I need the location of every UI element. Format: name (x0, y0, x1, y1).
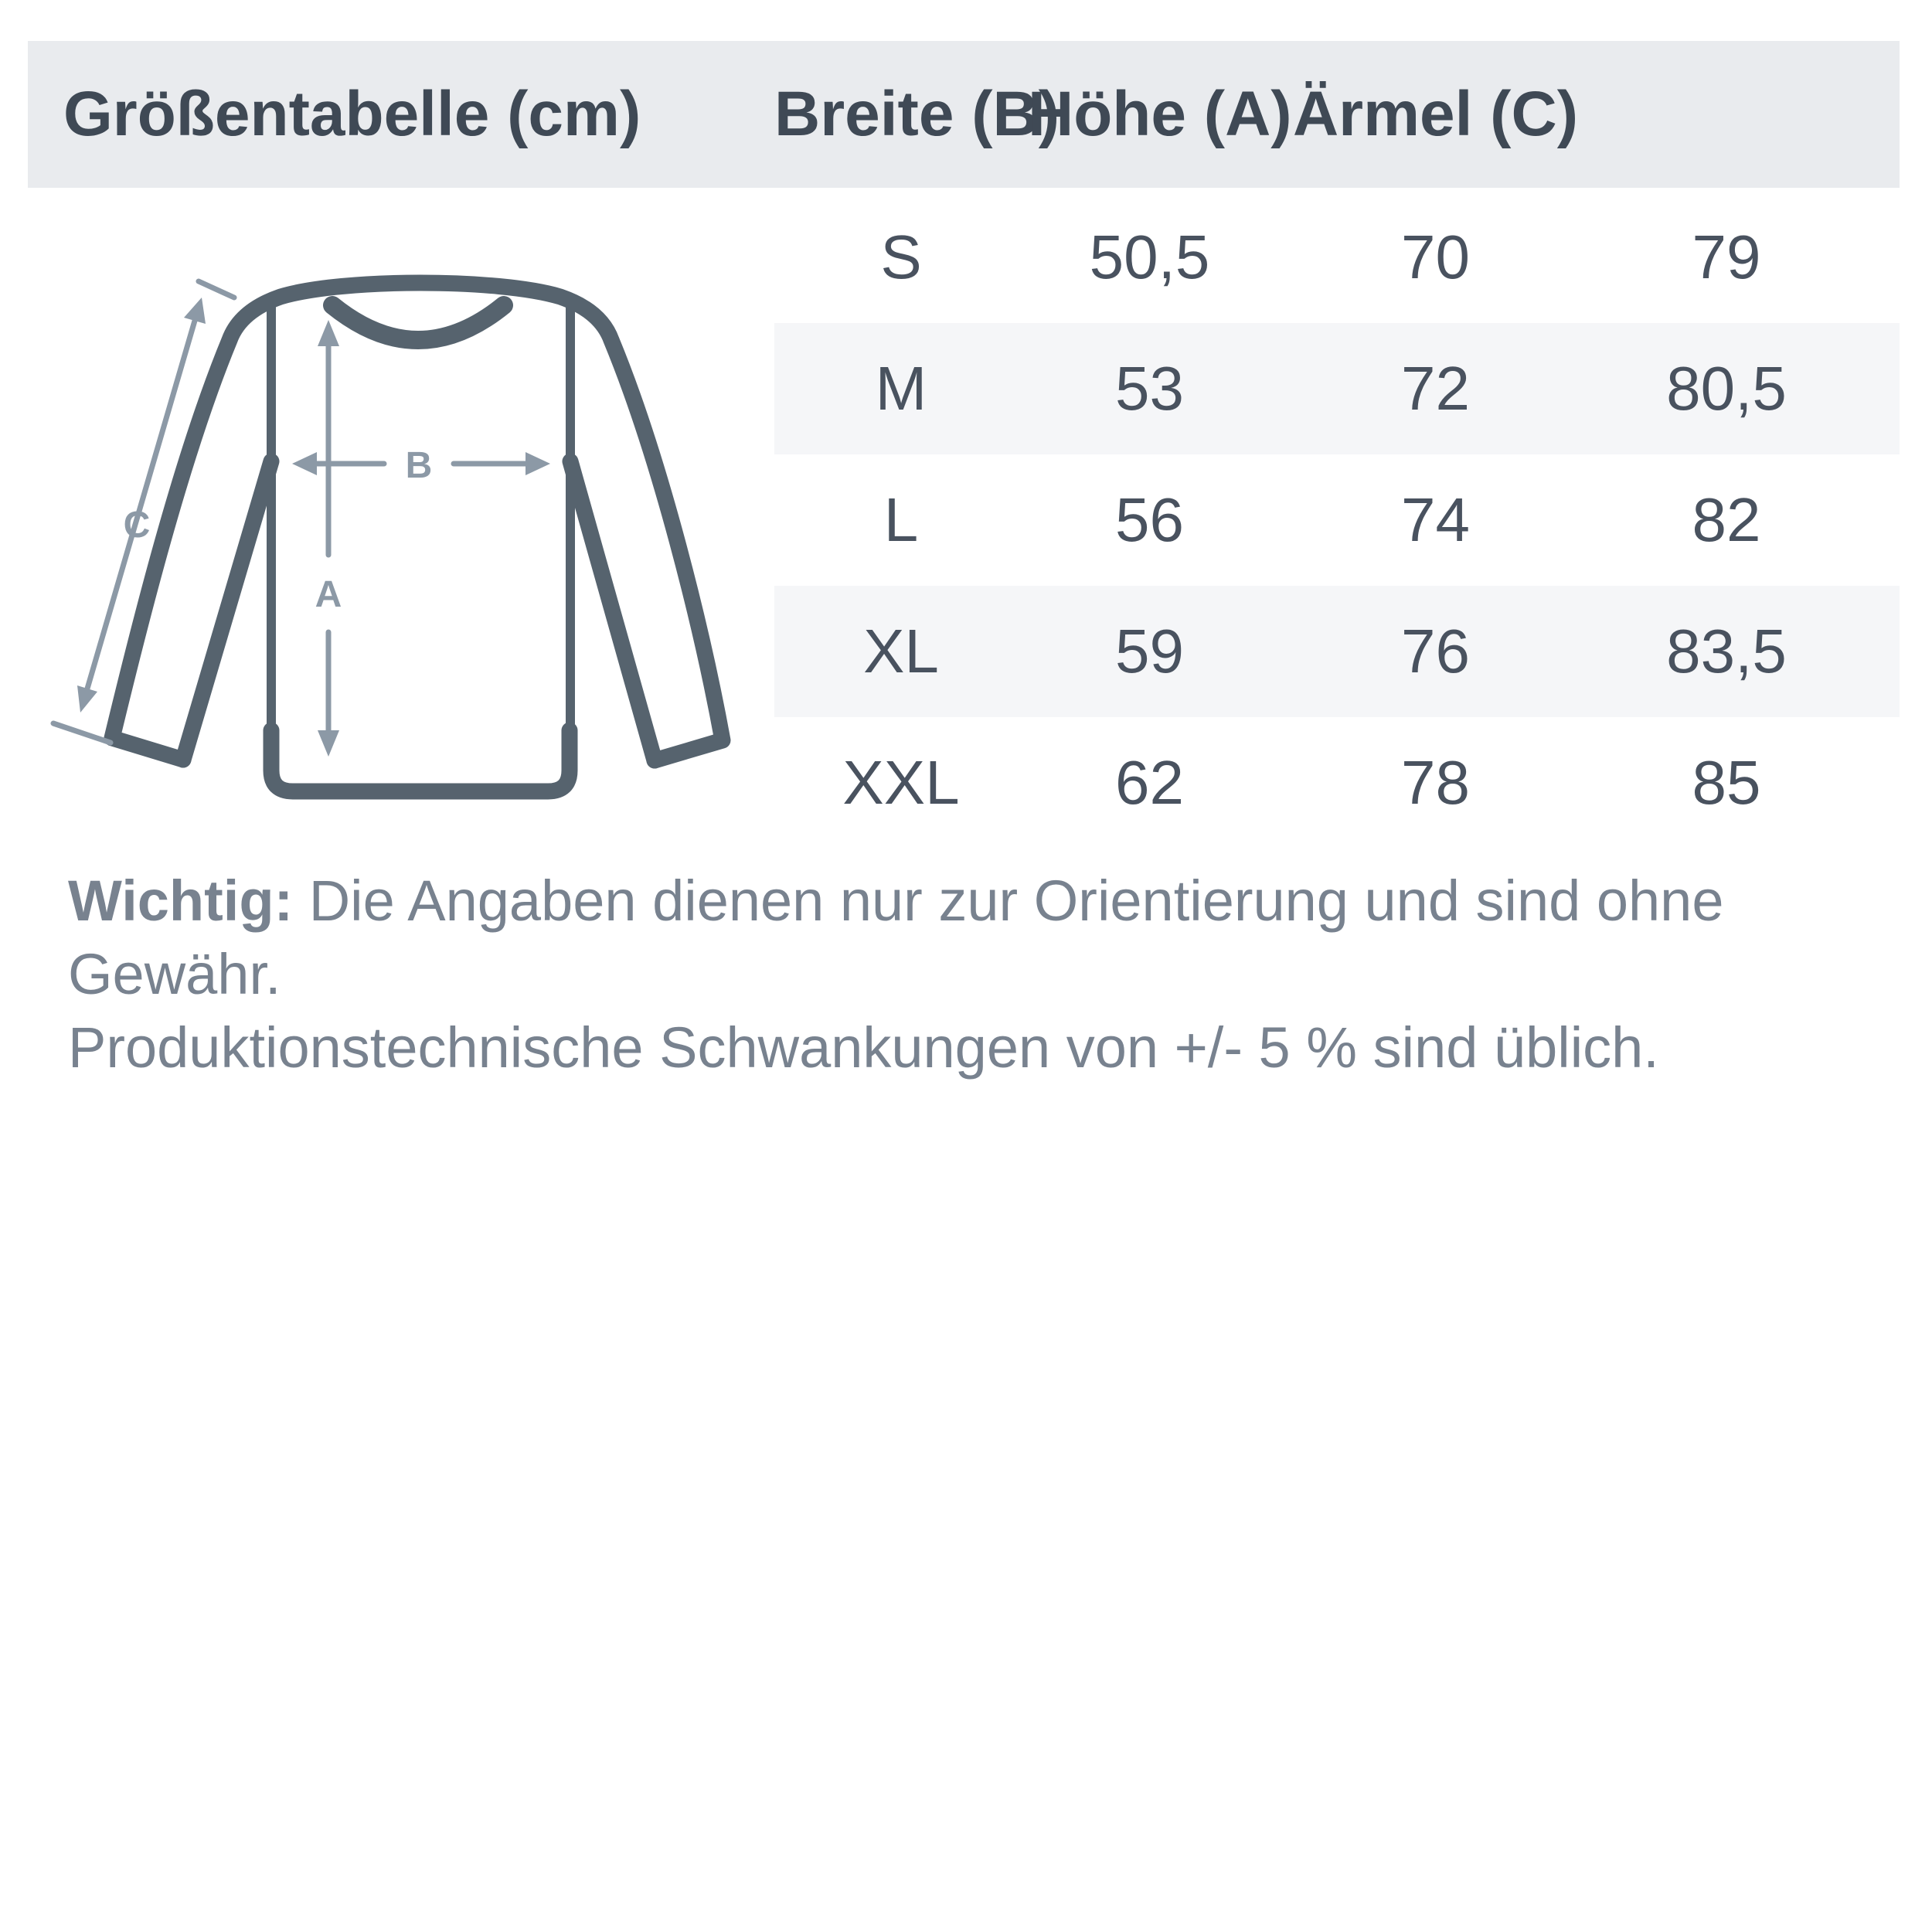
value-cell-aermel: 85 (1692, 748, 1761, 817)
dimension-tick-c-top (199, 281, 234, 298)
dimension-label-b: B (405, 445, 433, 486)
value-cell-breite: 62 (1115, 748, 1184, 817)
value-cell-hoehe: 78 (1401, 748, 1470, 817)
value-cell-hoehe: 74 (1401, 485, 1470, 554)
column-header: Breite (B) (774, 79, 1060, 149)
arrowhead-b-left (292, 452, 317, 475)
shirt-measurement-diagram (35, 224, 784, 831)
disclaimer-line-2 (68, 1011, 1892, 1084)
sleeve-inner-seam-left (183, 461, 271, 760)
table-row (774, 192, 1900, 323)
disclaimer-text-1: Die Angaben dienen nur zur Orientierung und sind ohne Gewähr. (68, 869, 1724, 1006)
arrowhead-c-bottom (77, 685, 97, 713)
arrowhead-c-top (184, 298, 206, 324)
size-cell: XXL (842, 748, 960, 817)
table-row (774, 586, 1900, 717)
dimension-label-a: A (315, 574, 342, 615)
value-cell-breite: 53 (1115, 354, 1184, 423)
arrowhead-a-bottom (318, 730, 339, 757)
value-cell-aermel: 83,5 (1666, 617, 1787, 685)
column-header: Höhe (A) (1028, 79, 1292, 149)
table-row (774, 454, 1900, 586)
sleeve-inner-seam-right (570, 461, 655, 760)
size-cell: XL (863, 617, 939, 685)
dimension-tick-c-bottom (53, 723, 111, 743)
disclaimer-label: Wichtig: (68, 869, 294, 933)
disclaimer-note (68, 864, 1892, 1084)
value-cell-hoehe: 76 (1401, 617, 1470, 685)
table-row (774, 323, 1900, 454)
dimension-label-c: C (123, 505, 151, 546)
shirt-collar (332, 305, 504, 340)
value-cell-hoehe: 70 (1401, 223, 1470, 291)
arrowhead-a-top (318, 320, 339, 346)
size-cell: S (880, 223, 922, 291)
disclaimer-line-1 (68, 864, 1892, 1011)
value-cell-hoehe: 72 (1401, 354, 1470, 423)
value-cell-breite: 56 (1115, 485, 1184, 554)
page-title: Größentabelle (cm) (63, 79, 641, 149)
value-cell-aermel: 82 (1692, 485, 1761, 554)
table-row (774, 717, 1900, 849)
value-cell-aermel: 80,5 (1666, 354, 1787, 423)
arrowhead-b-right (526, 452, 550, 475)
size-cell: M (875, 354, 927, 423)
size-chart-header (28, 41, 1900, 188)
value-cell-breite: 50,5 (1089, 223, 1210, 291)
shirt-hem (271, 730, 570, 791)
value-cell-breite: 59 (1115, 617, 1184, 685)
size-table (774, 192, 1900, 849)
column-header: Ärmel (C) (1292, 79, 1579, 149)
value-cell-aermel: 79 (1692, 223, 1761, 291)
size-cell: L (883, 485, 919, 554)
disclaimer-text-2: Produktionstechnische Schwankungen von +/- 5 % sind üblich. (68, 1015, 1659, 1080)
